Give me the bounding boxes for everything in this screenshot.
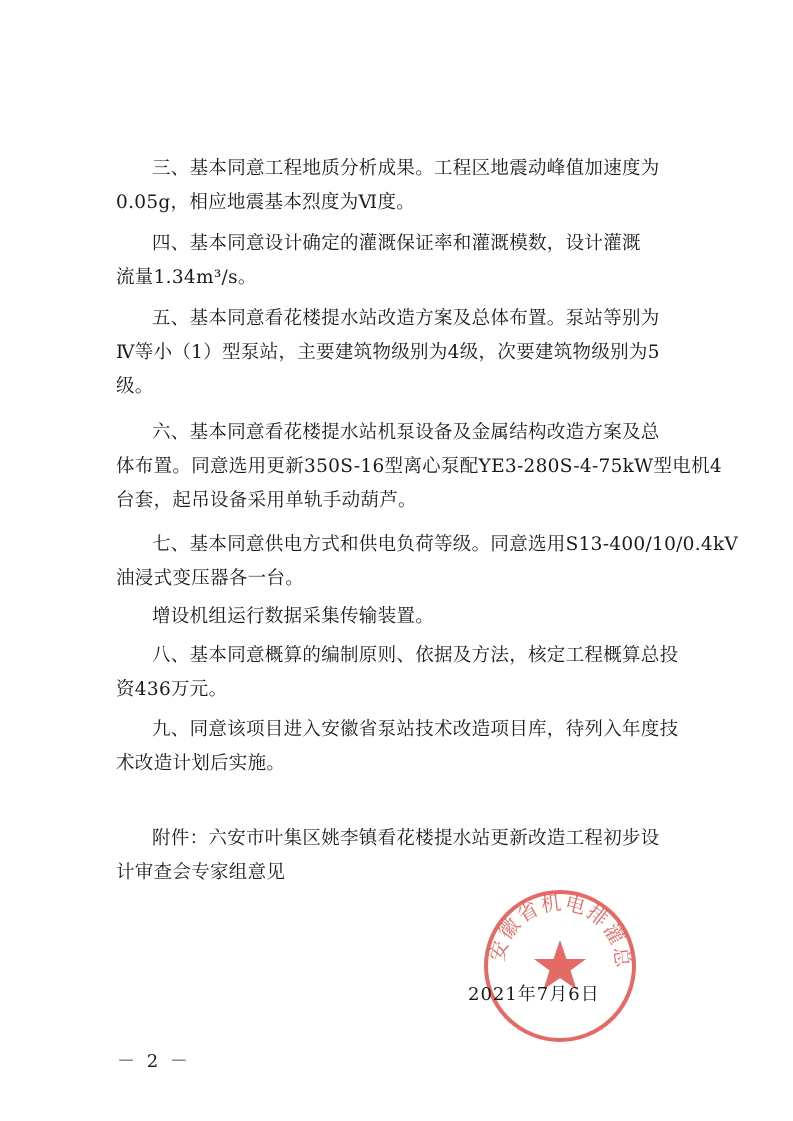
paragraph-6 bbox=[116, 416, 722, 518]
text-line: 九、同意该项目进入安徽省泵站技术改造项目库，待列入年度技 bbox=[152, 719, 679, 740]
seal-graphic bbox=[482, 888, 638, 1044]
text-line: Ⅳ等小（1）型泵站，主要建筑物级别为4级，次要建筑物级别为5 bbox=[116, 342, 660, 363]
text-line: 七、基本同意供电方式和供电负荷等级。同意选用S13-400/10/0.4kV bbox=[152, 534, 739, 555]
text-line: 附件：六安市叶集区姚李镇看花楼提水站更新改造工程初步设 bbox=[152, 828, 660, 849]
text-line: 计审查会专家组意见 bbox=[116, 862, 286, 883]
text-line: 六、基本同意看花楼提水站机泵设备及金属结构改造方案及总 bbox=[152, 422, 660, 443]
paragraph-4 bbox=[116, 227, 698, 295]
text-line: 四、基本同意设计确定的灌溉保证率和灌溉模数，设计灌溉 bbox=[152, 233, 641, 254]
paragraph-extra bbox=[116, 600, 698, 634]
text-line: 0.05g，相应地震基本烈度为Ⅵ度。 bbox=[116, 192, 416, 213]
paragraph-8 bbox=[116, 639, 698, 707]
text-line: 八、基本同意概算的编制原则、依据及方法，核定工程概算总投 bbox=[152, 645, 679, 666]
paragraph-9 bbox=[116, 713, 698, 781]
page-number: － 2 － bbox=[117, 1051, 191, 1072]
text-line: 三、基本同意工程地质分析成果。工程区地震动峰值加速度为 bbox=[152, 158, 660, 179]
paragraph-3 bbox=[116, 152, 698, 220]
paragraph-5 bbox=[116, 302, 698, 404]
paragraph-7 bbox=[116, 528, 739, 596]
svg-text:安徽省机电排灌总站: 安徽省机电排灌总 bbox=[484, 890, 636, 971]
text-line: 增设机组运行数据采集传输装置。 bbox=[152, 606, 435, 627]
text-line: 五、基本同意看花楼提水站改造方案及总体布置。泵站等别为 bbox=[152, 308, 660, 329]
text-line: 体布置。同意选用更新350S-16型离心泵配YE3-280S-4-75kW型电机4 bbox=[116, 456, 722, 477]
text-line: 资436万元。 bbox=[116, 679, 228, 700]
text-line: 级。 bbox=[116, 376, 154, 397]
text-line: 术改造计划后实施。 bbox=[116, 753, 286, 774]
attachment-note bbox=[116, 822, 698, 890]
text-line: 流量1.34m³/s。 bbox=[116, 267, 257, 288]
text-line: 台套，起吊设备采用单轨手动葫芦。 bbox=[116, 490, 417, 511]
official-seal bbox=[482, 888, 638, 1044]
document-date: 2021年7月6日 bbox=[468, 984, 600, 1005]
text-line: 油浸式变压器各一台。 bbox=[116, 568, 305, 589]
